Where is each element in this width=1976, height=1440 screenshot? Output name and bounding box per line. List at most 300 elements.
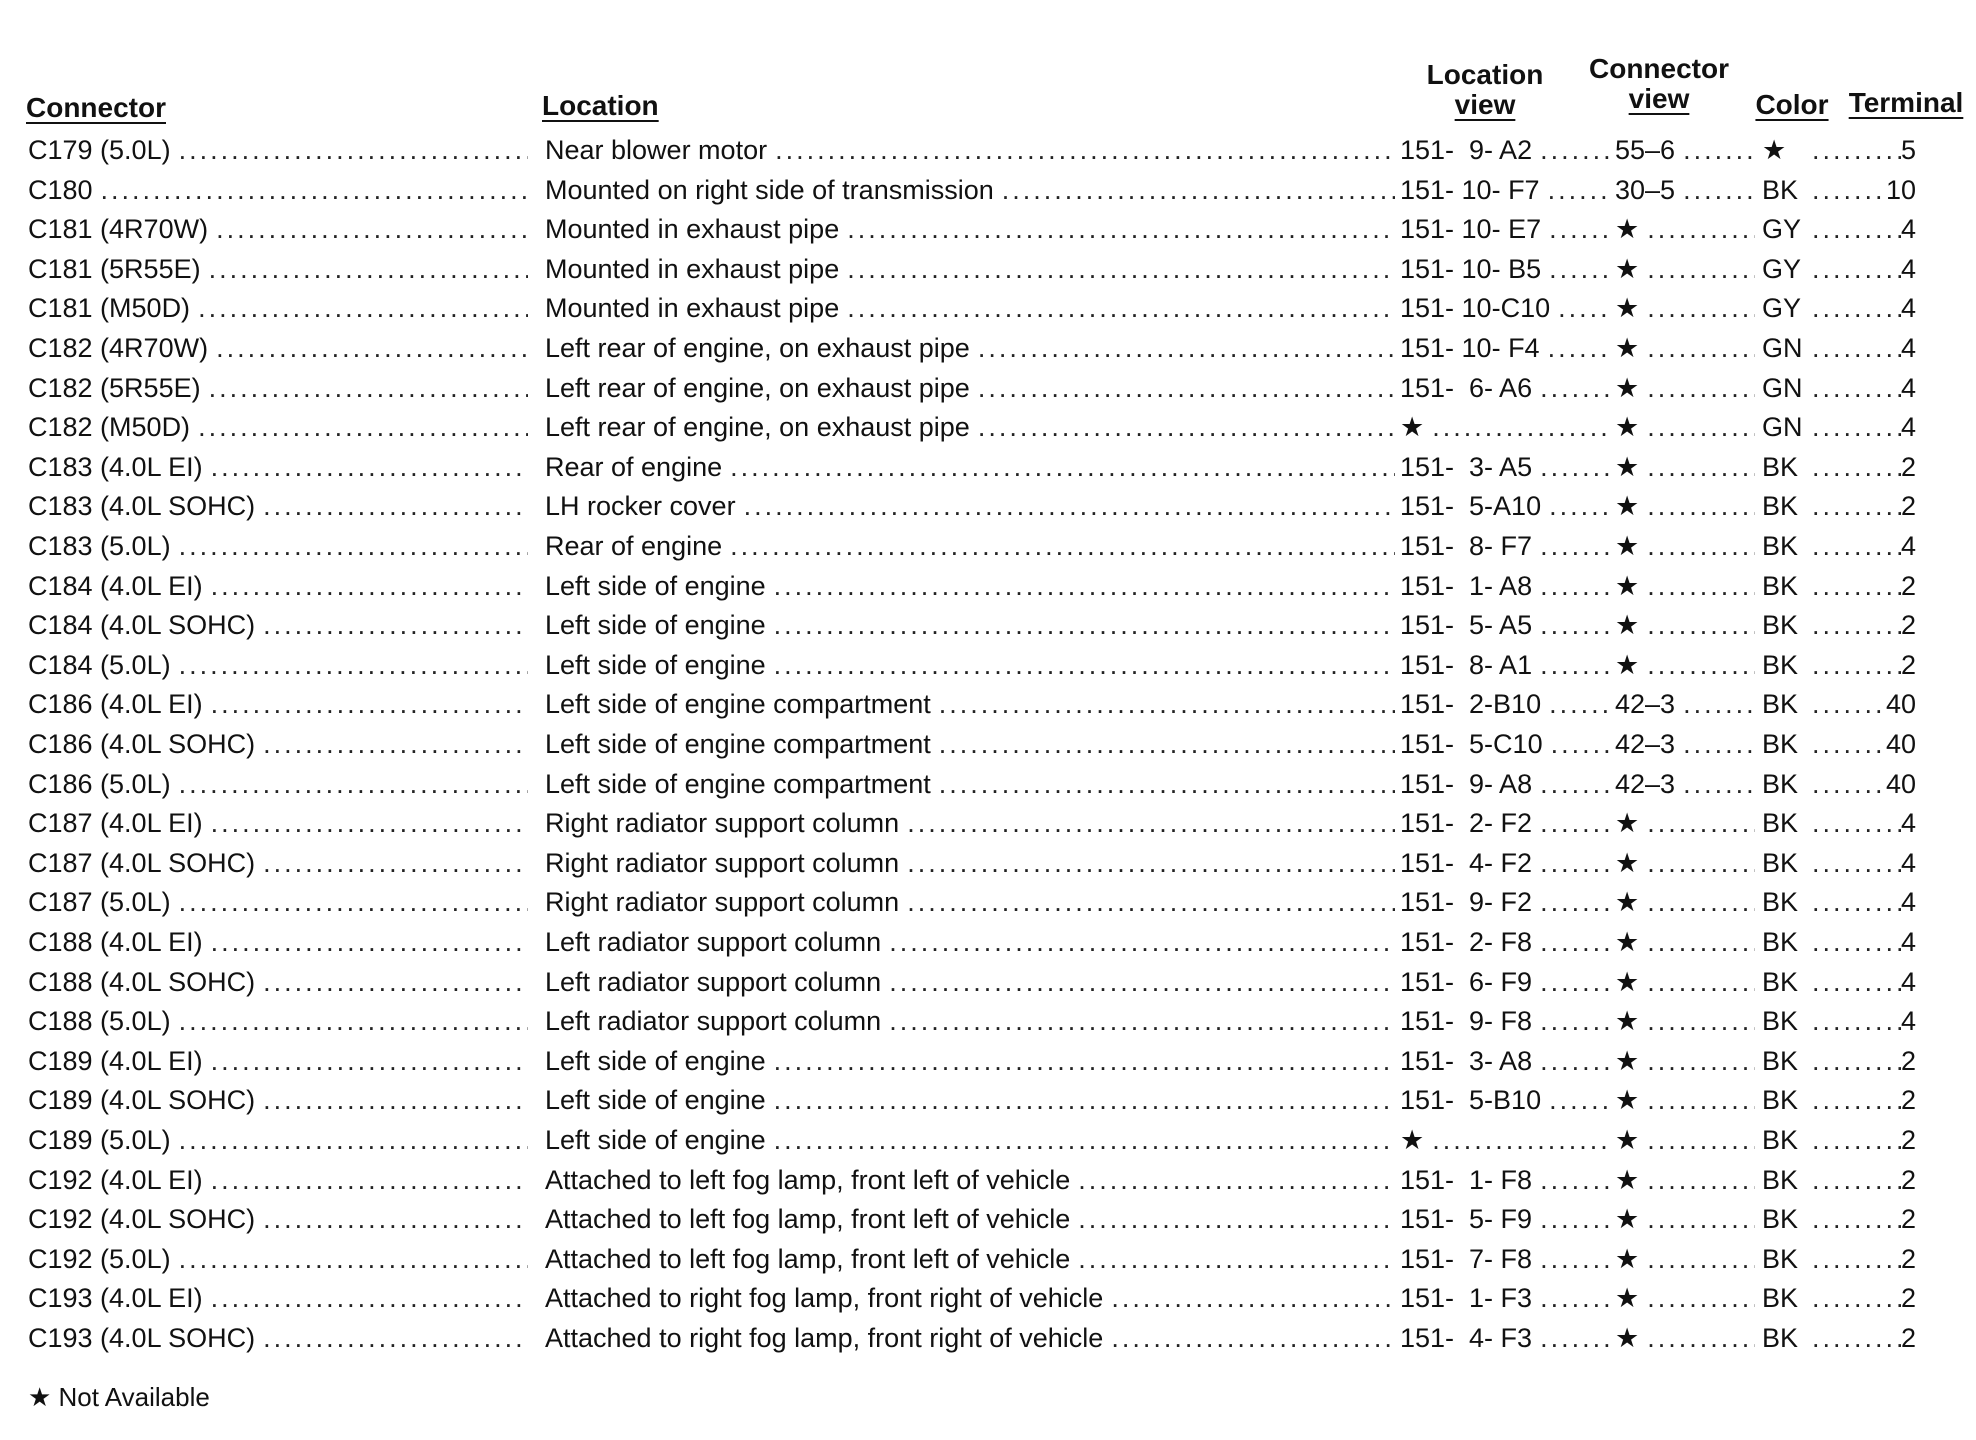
leader-dots — [889, 962, 1395, 1002]
color-cell — [1762, 1120, 1812, 1160]
leader-dots — [1540, 1239, 1610, 1279]
connector-cell — [28, 962, 528, 1002]
leader-dots — [1812, 882, 1901, 922]
leader-dots — [1549, 1080, 1610, 1120]
leader-dots — [1647, 962, 1755, 1002]
leader-dots — [1683, 764, 1755, 804]
connector-view-cell — [1615, 1199, 1755, 1239]
connector-id: C184 (4.0L EI) — [28, 566, 211, 606]
connector-view-ref: ★ — [1615, 1160, 1647, 1200]
terminal-count: 2 — [1901, 1318, 1916, 1358]
leader-dots — [179, 526, 528, 566]
location-view-ref: 151- 3- A5 — [1400, 447, 1540, 487]
terminal-cell — [1812, 1120, 1916, 1160]
header-connector-view-line2: view — [1628, 83, 1690, 114]
header-location — [542, 91, 659, 121]
leader-dots — [1812, 1041, 1901, 1081]
terminal-cell — [1812, 1001, 1916, 1041]
location-view-cell — [1400, 1001, 1610, 1041]
wire-color: BK — [1762, 566, 1798, 606]
terminal-cell — [1812, 1278, 1916, 1318]
connector-id: C186 (5.0L) — [28, 764, 179, 804]
location-text: Left side of engine — [545, 1080, 774, 1120]
leader-dots — [1812, 962, 1901, 1002]
leader-dots — [1647, 288, 1755, 328]
connector-view-cell — [1615, 1041, 1755, 1081]
table-row — [0, 170, 1976, 210]
leader-dots — [1647, 447, 1755, 487]
terminal-cell — [1812, 605, 1916, 645]
location-cell — [545, 962, 1395, 1002]
connector-view-cell — [1615, 684, 1755, 724]
leader-dots — [1647, 566, 1755, 606]
location-view-cell — [1400, 843, 1610, 883]
color-cell — [1762, 962, 1812, 1002]
terminal-count: 2 — [1901, 1199, 1916, 1239]
connector-view-cell — [1615, 1080, 1755, 1120]
wire-color: BK — [1762, 1120, 1798, 1160]
connector-cell — [28, 882, 528, 922]
leader-dots — [1540, 1041, 1610, 1081]
location-view-ref: 151- 1- F3 — [1400, 1278, 1540, 1318]
terminal-count: 4 — [1901, 962, 1916, 1002]
connector-view-cell — [1615, 526, 1755, 566]
color-cell — [1762, 486, 1812, 526]
color-cell — [1762, 1041, 1812, 1081]
leader-dots — [1812, 1199, 1901, 1239]
leader-dots — [1549, 249, 1610, 289]
connector-id: C186 (4.0L EI) — [28, 684, 211, 724]
terminal-count: 4 — [1901, 843, 1916, 883]
location-view-ref: 151- 9- F2 — [1400, 882, 1540, 922]
leader-dots — [847, 209, 1395, 249]
connector-view-cell — [1615, 249, 1755, 289]
connector-view-ref: 42–3 — [1615, 764, 1683, 804]
location-view-ref: 151- 1- F8 — [1400, 1160, 1540, 1200]
terminal-cell — [1812, 962, 1916, 1002]
location-text: Left side of engine — [545, 605, 774, 645]
connector-cell — [28, 1239, 528, 1279]
location-cell — [545, 645, 1395, 685]
leader-dots — [1540, 803, 1610, 843]
terminal-cell — [1812, 1041, 1916, 1081]
location-view-ref: 151- 9- A8 — [1400, 764, 1540, 804]
color-cell — [1762, 605, 1812, 645]
wire-color: BK — [1762, 645, 1798, 685]
leader-dots — [1078, 1199, 1395, 1239]
location-view-cell — [1400, 328, 1610, 368]
terminal-cell — [1812, 170, 1916, 210]
leader-dots — [216, 328, 528, 368]
connector-id: C184 (5.0L) — [28, 645, 179, 685]
location-view-cell — [1400, 526, 1610, 566]
color-cell — [1762, 170, 1812, 210]
terminal-count: 2 — [1901, 1041, 1916, 1081]
connector-cell — [28, 328, 528, 368]
wire-color: BK — [1762, 170, 1798, 210]
location-view-cell — [1400, 803, 1610, 843]
leader-dots — [907, 843, 1395, 883]
connector-id: C183 (4.0L SOHC) — [28, 486, 263, 526]
leader-dots — [179, 1239, 528, 1279]
leader-dots — [179, 1120, 528, 1160]
location-cell — [545, 288, 1395, 328]
location-cell — [545, 1278, 1395, 1318]
location-cell — [545, 1318, 1395, 1358]
connector-view-ref: 55–6 — [1615, 130, 1683, 170]
connector-view-ref: ★ — [1615, 605, 1647, 645]
leader-dots — [774, 605, 1395, 645]
wire-color: BK — [1762, 684, 1798, 724]
location-text: LH rocker cover — [545, 486, 744, 526]
connector-id: C179 (5.0L) — [28, 130, 179, 170]
terminal-count: 40 — [1886, 724, 1916, 764]
connector-view-ref: ★ — [1615, 1120, 1647, 1160]
connector-cell — [28, 684, 528, 724]
connector-cell — [28, 288, 528, 328]
connector-view-cell — [1615, 209, 1755, 249]
location-view-ref: 151- 10- B5 — [1400, 249, 1549, 289]
leader-dots — [1812, 368, 1901, 408]
leader-dots — [939, 684, 1395, 724]
connector-id: C182 (4R70W) — [28, 328, 216, 368]
wire-color: BK — [1762, 1199, 1798, 1239]
leader-dots — [1812, 1239, 1901, 1279]
leader-dots — [1647, 645, 1755, 685]
connector-view-ref: ★ — [1615, 882, 1647, 922]
leader-dots — [1812, 209, 1901, 249]
table-row — [0, 882, 1976, 922]
connector-id: C187 (5.0L) — [28, 882, 179, 922]
table-row — [0, 1239, 1976, 1279]
terminal-cell — [1812, 1080, 1916, 1120]
location-view-ref: 151- 1- A8 — [1400, 566, 1540, 606]
location-text: Attached to right fog lamp, front right of vehicle — [545, 1318, 1111, 1358]
location-view-ref: 151- 10- E7 — [1400, 209, 1549, 249]
leader-dots — [774, 645, 1395, 685]
connector-view-cell — [1615, 1120, 1755, 1160]
connector-id: C186 (4.0L SOHC) — [28, 724, 263, 764]
connector-id: C182 (5R55E) — [28, 368, 209, 408]
connector-cell — [28, 170, 528, 210]
leader-dots — [1812, 288, 1901, 328]
connector-view-cell — [1615, 605, 1755, 645]
connector-cell — [28, 764, 528, 804]
wire-color: ★ — [1762, 130, 1786, 170]
location-view-cell — [1400, 645, 1610, 685]
leader-dots — [211, 1278, 528, 1318]
leader-dots — [1647, 368, 1755, 408]
location-view-ref: 151- 5- F9 — [1400, 1199, 1540, 1239]
connector-cell — [28, 803, 528, 843]
location-view-cell — [1400, 566, 1610, 606]
connector-id: C187 (4.0L SOHC) — [28, 843, 263, 883]
leader-dots — [1540, 526, 1610, 566]
location-view-ref: 151- 5- A5 — [1400, 605, 1540, 645]
leader-dots — [1647, 1001, 1755, 1041]
leader-dots — [263, 843, 528, 883]
connector-id: C189 (4.0L SOHC) — [28, 1080, 263, 1120]
leader-dots — [211, 447, 528, 487]
color-cell — [1762, 645, 1812, 685]
location-text: Right radiator support column — [545, 843, 907, 883]
connector-view-ref: ★ — [1615, 1278, 1647, 1318]
location-cell — [545, 1239, 1395, 1279]
leader-dots — [179, 645, 528, 685]
wire-color: GY — [1762, 288, 1801, 328]
location-view-cell — [1400, 249, 1610, 289]
connector-view-ref: ★ — [1615, 486, 1647, 526]
header-connector-label: Connector — [26, 92, 166, 123]
table-row — [0, 130, 1976, 170]
leader-dots — [1432, 407, 1610, 447]
leader-dots — [1540, 368, 1610, 408]
location-text: Left side of engine — [545, 645, 774, 685]
terminal-cell — [1812, 882, 1916, 922]
location-text: Right radiator support column — [545, 882, 907, 922]
color-cell — [1762, 566, 1812, 606]
location-view-cell — [1400, 407, 1610, 447]
location-text: Left radiator support column — [545, 1001, 889, 1041]
location-view-cell — [1400, 447, 1610, 487]
location-cell — [545, 209, 1395, 249]
leader-dots — [1812, 1120, 1901, 1160]
location-view-cell — [1400, 605, 1610, 645]
leader-dots — [730, 526, 1395, 566]
location-view-ref: 151- 3- A8 — [1400, 1041, 1540, 1081]
terminal-count: 4 — [1901, 407, 1916, 447]
color-cell — [1762, 1199, 1812, 1239]
leader-dots — [1540, 882, 1610, 922]
leader-dots — [211, 922, 528, 962]
location-cell — [545, 1080, 1395, 1120]
color-cell — [1762, 209, 1812, 249]
header-location-view-line2: view — [1454, 89, 1516, 120]
terminal-cell — [1812, 249, 1916, 289]
leader-dots — [1540, 447, 1610, 487]
connector-view-ref: ★ — [1615, 407, 1647, 447]
location-cell — [545, 486, 1395, 526]
leader-dots — [1540, 605, 1610, 645]
terminal-count: 2 — [1901, 605, 1916, 645]
location-text: Left rear of engine, on exhaust pipe — [545, 407, 978, 447]
location-cell — [545, 328, 1395, 368]
leader-dots — [1647, 922, 1755, 962]
location-text: Left side of engine compartment — [545, 764, 939, 804]
location-cell — [545, 1160, 1395, 1200]
leader-dots — [1540, 764, 1610, 804]
connector-cell — [28, 843, 528, 883]
terminal-count: 2 — [1901, 1239, 1916, 1279]
table-row — [0, 1041, 1976, 1081]
table-row — [0, 962, 1976, 1002]
connector-view-cell — [1615, 962, 1755, 1002]
wire-color: BK — [1762, 764, 1798, 804]
wire-color: BK — [1762, 922, 1798, 962]
leader-dots — [1540, 1278, 1610, 1318]
leader-dots — [1812, 922, 1901, 962]
connector-id: C184 (4.0L SOHC) — [28, 605, 263, 645]
connector-id: C192 (4.0L SOHC) — [28, 1199, 263, 1239]
terminal-count: 4 — [1901, 803, 1916, 843]
location-view-ref: 151- 9- F8 — [1400, 1001, 1540, 1041]
leader-dots — [1078, 1160, 1395, 1200]
terminal-count: 40 — [1886, 764, 1916, 804]
location-view-ref: 151- 8- A1 — [1400, 645, 1540, 685]
color-cell — [1762, 803, 1812, 843]
location-cell — [545, 130, 1395, 170]
terminal-cell — [1812, 288, 1916, 328]
location-view-cell — [1400, 1160, 1610, 1200]
color-cell — [1762, 724, 1812, 764]
color-cell — [1762, 1001, 1812, 1041]
connector-id: C182 (M50D) — [28, 407, 198, 447]
location-view-ref: 151- 6- A6 — [1400, 368, 1540, 408]
connector-id: C193 (4.0L EI) — [28, 1278, 211, 1318]
wire-color: GN — [1762, 407, 1803, 447]
connector-cell — [28, 1041, 528, 1081]
terminal-cell — [1812, 684, 1916, 724]
wire-color: BK — [1762, 1001, 1798, 1041]
location-text: Left side of engine — [545, 566, 774, 606]
connector-view-cell — [1615, 803, 1755, 843]
terminal-cell — [1812, 447, 1916, 487]
header-terminal — [1846, 88, 1966, 118]
connector-view-ref: ★ — [1615, 922, 1647, 962]
connector-cell — [28, 922, 528, 962]
table-row — [0, 526, 1976, 566]
location-text: Mounted on right side of transmission — [545, 170, 1002, 210]
table-row — [0, 209, 1976, 249]
leader-dots — [1432, 1120, 1610, 1160]
header-color — [1742, 90, 1842, 120]
wire-color: BK — [1762, 486, 1798, 526]
leader-dots — [198, 407, 528, 447]
leader-dots — [1812, 249, 1901, 289]
header-color-label: Color — [1755, 89, 1829, 120]
connector-view-ref: ★ — [1615, 1318, 1647, 1358]
leader-dots — [179, 130, 528, 170]
connector-id: C188 (5.0L) — [28, 1001, 179, 1041]
leader-dots — [1540, 1160, 1610, 1200]
location-text: Left radiator support column — [545, 962, 889, 1002]
wire-color: GN — [1762, 368, 1803, 408]
location-text: Left side of engine compartment — [545, 684, 939, 724]
color-cell — [1762, 130, 1812, 170]
location-text: Mounted in exhaust pipe — [545, 249, 847, 289]
terminal-cell — [1812, 526, 1916, 566]
leader-dots — [1683, 724, 1755, 764]
location-cell — [545, 724, 1395, 764]
location-view-ref: 151- 6- F9 — [1400, 962, 1540, 1002]
connector-view-cell — [1615, 486, 1755, 526]
leader-dots — [1812, 130, 1901, 170]
leader-dots — [1647, 843, 1755, 883]
leader-dots — [1647, 1160, 1755, 1200]
location-cell — [545, 526, 1395, 566]
leader-dots — [198, 288, 528, 328]
color-cell — [1762, 526, 1812, 566]
connector-cell — [28, 407, 528, 447]
connector-view-ref: ★ — [1615, 803, 1647, 843]
leader-dots — [1647, 882, 1755, 922]
connector-id: C192 (4.0L EI) — [28, 1160, 211, 1200]
connector-view-ref: ★ — [1615, 288, 1647, 328]
connector-id: C188 (4.0L EI) — [28, 922, 211, 962]
color-cell — [1762, 249, 1812, 289]
leader-dots — [1812, 566, 1901, 606]
leader-dots — [1812, 1080, 1901, 1120]
leader-dots — [1540, 1318, 1610, 1358]
leader-dots — [211, 566, 528, 606]
leader-dots — [211, 684, 528, 724]
header-location-label: Location — [542, 90, 659, 121]
leader-dots — [209, 368, 528, 408]
location-text: Mounted in exhaust pipe — [545, 288, 847, 328]
location-cell — [545, 684, 1395, 724]
location-cell — [545, 368, 1395, 408]
leader-dots — [774, 1120, 1395, 1160]
leader-dots — [1647, 407, 1755, 447]
terminal-count: 4 — [1901, 1001, 1916, 1041]
wire-color: BK — [1762, 803, 1798, 843]
leader-dots — [1812, 764, 1886, 804]
leader-dots — [1540, 843, 1610, 883]
color-cell — [1762, 1239, 1812, 1279]
wire-color: BK — [1762, 526, 1798, 566]
footnote-not-available: ★ Not Available — [28, 1382, 210, 1412]
leader-dots — [211, 803, 528, 843]
leader-dots — [1647, 1120, 1755, 1160]
terminal-count: 4 — [1901, 249, 1916, 289]
location-text: Attached to left fog lamp, front left of vehicle — [545, 1160, 1078, 1200]
connector-view-cell — [1615, 566, 1755, 606]
connector-view-cell — [1615, 407, 1755, 447]
table-row — [0, 1318, 1976, 1358]
location-view-cell — [1400, 130, 1610, 170]
location-view-ref: 151- 9- A2 — [1400, 130, 1540, 170]
leader-dots — [263, 486, 528, 526]
connector-cell — [28, 605, 528, 645]
connector-view-cell — [1615, 1160, 1755, 1200]
table-row — [0, 486, 1976, 526]
location-cell — [545, 1041, 1395, 1081]
connector-view-ref: ★ — [1615, 1199, 1647, 1239]
leader-dots — [978, 407, 1395, 447]
location-view-ref: 151- 2- F2 — [1400, 803, 1540, 843]
location-view-ref: 151- 5-A10 — [1400, 486, 1549, 526]
leader-dots — [1078, 1239, 1395, 1279]
header-terminal-label: Terminal — [1848, 87, 1964, 118]
wire-color: GN — [1762, 328, 1803, 368]
leader-dots — [1812, 170, 1886, 210]
terminal-count: 2 — [1901, 486, 1916, 526]
location-text: Left radiator support column — [545, 922, 889, 962]
leader-dots — [1683, 170, 1755, 210]
table-row — [0, 566, 1976, 606]
leader-dots — [1812, 526, 1901, 566]
leader-dots — [263, 962, 528, 1002]
connector-id: C183 (5.0L) — [28, 526, 179, 566]
connector-id: C189 (5.0L) — [28, 1120, 179, 1160]
leader-dots — [1548, 328, 1610, 368]
location-text: Left side of engine compartment — [545, 724, 939, 764]
leader-dots — [1647, 1278, 1755, 1318]
connector-cell — [28, 566, 528, 606]
color-cell — [1762, 1278, 1812, 1318]
location-view-ref: 151- 7- F8 — [1400, 1239, 1540, 1279]
wire-color: BK — [1762, 1278, 1798, 1318]
